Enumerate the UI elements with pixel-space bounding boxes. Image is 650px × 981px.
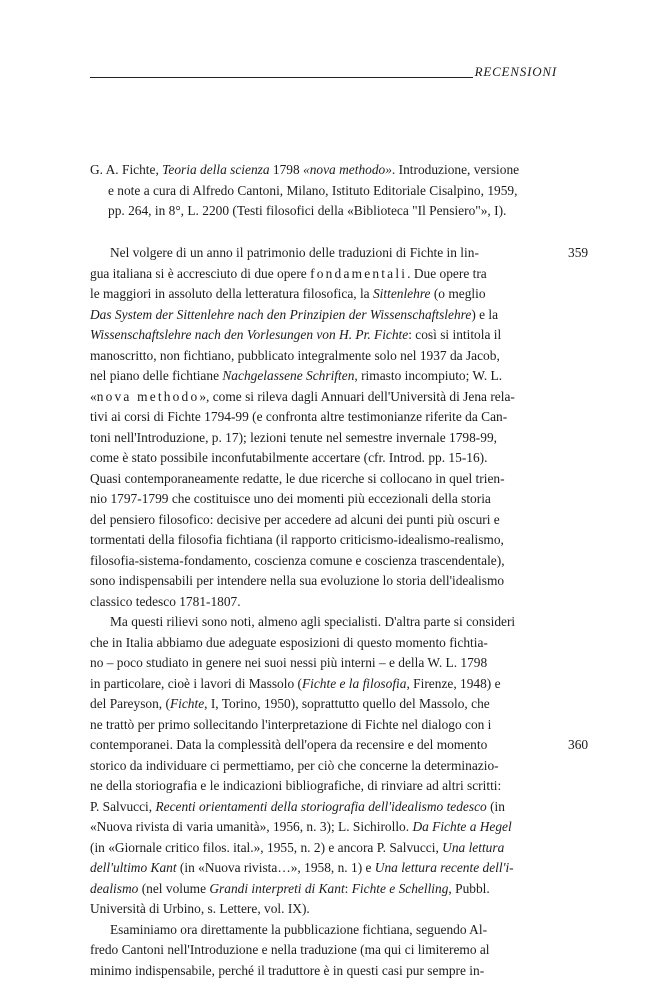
text-run: Esaminiamo ora direttamente la pubblicazione fichtiana, seguendo Al- <box>110 922 487 937</box>
text-line <box>90 469 557 490</box>
text-line <box>90 571 557 592</box>
text-run: filosofia-sistema-fondamento, coscienza comune e coscienza trascendentale), <box>90 553 505 568</box>
text-run: tivi ai corsi di Fichte 1794-99 (e confronta altre testimonianze riferite da Can- <box>90 409 507 424</box>
text-run: che in Italia abbiamo due adeguate esposizioni di questo momento fichtia- <box>90 635 488 650</box>
text-line <box>90 407 557 428</box>
text-run: «nova methodo» <box>303 162 392 177</box>
text-run: Nel volgere di un anno il patrimonio delle traduzioni di Fichte in lin- <box>110 245 479 260</box>
text-line <box>90 756 557 777</box>
text-run: Recenti orientamenti della storiografia dell'idealismo tedesco <box>155 799 486 814</box>
text-run: nova methodo <box>97 389 200 404</box>
text-line <box>90 674 557 695</box>
text-run: «Nuova rivista di varia umanità», 1956, n. 3); L. Sichirollo. <box>90 819 412 834</box>
citation-line <box>90 201 557 222</box>
text-run: nio 1797-1799 che costituisce uno dei momenti più eccezionali della storia <box>90 491 491 506</box>
text-line <box>90 592 557 613</box>
text-run: Fichte <box>170 696 204 711</box>
text-line <box>90 346 557 367</box>
text-line <box>90 510 557 531</box>
text-run: Teoria della scienza <box>162 162 269 177</box>
text-run: Una lettura <box>442 840 504 855</box>
text-run: fredo Cantoni nell'Introduzione e nella traduzione (ma qui ci limiteremo al <box>90 942 490 957</box>
text-run: , rimasto incompiuto; W. L. <box>354 368 502 383</box>
text-run: », come si rileva dagli Annuari dell'Università di Jena rela- <box>199 389 515 404</box>
text-line <box>90 838 557 859</box>
text-run: Nachgelassene Schriften <box>222 368 354 383</box>
margin-page-number: 359 <box>568 243 588 264</box>
text-line <box>90 940 557 961</box>
text-line <box>90 961 557 981</box>
text-run: Wissenschaftslehre nach den Vorlesungen von H. Pr. Fichte <box>90 327 408 342</box>
text-run: in particolare, cioè i lavori di Massolo ( <box>90 676 302 691</box>
review-body <box>90 243 557 981</box>
text-run: : <box>345 881 352 896</box>
text-line <box>90 243 557 264</box>
text-line <box>90 305 557 326</box>
text-line <box>90 325 557 346</box>
text-line <box>90 715 557 736</box>
section-title: RECENSIONI <box>475 64 557 80</box>
text-run: come è stato possibile inconfutabilmente accertare (cfr. Introd. pp. 15-16). <box>90 450 487 465</box>
text-line <box>90 428 557 449</box>
text-run: Das System der Sittenlehre nach den Prinzipien der Wissenschaftslehre <box>90 307 471 322</box>
text-run: ) e la <box>471 307 498 322</box>
text-run: Da Fichte a Hegel <box>412 819 511 834</box>
text-run: del Pareyson, ( <box>90 696 170 711</box>
text-run: sono indispensabili per intendere nella sua evoluzione lo storia dell'idealismo <box>90 573 504 588</box>
text-run: Fichte e Schelling <box>352 881 449 896</box>
text-line <box>90 776 557 797</box>
text-line <box>90 694 557 715</box>
text-line <box>90 264 557 285</box>
text-run: , I, Torino, 1950), soprattutto quello del Massolo, che <box>204 696 490 711</box>
text-run: pp. 264, in 8°, L. 2200 (Testi filosofici della «Biblioteca "Il Pensiero"», I). <box>108 203 506 218</box>
text-run: Grandi interpreti di Kant <box>209 881 344 896</box>
text-run: manoscritto, non fichtiano, pubblicato integralmente solo nel 1937 da Jacob, <box>90 348 500 363</box>
text-run: ne trattò per primo sollecitando l'interpretazione di Fichte nel dialogo con i <box>90 717 491 732</box>
text-run: G. A. Fichte, <box>90 162 162 177</box>
text-line <box>90 551 557 572</box>
text-run: fondamentali <box>310 266 407 281</box>
text-run: Fichte e la filosofia <box>302 676 407 691</box>
text-line <box>90 448 557 469</box>
text-line <box>90 797 557 818</box>
text-run: P. Salvucci, <box>90 799 155 814</box>
text-run: storico da individuare ci permettiamo, per ciò che concerne la determinazio- <box>90 758 499 773</box>
text-run: Quasi contemporaneamente redatte, le due ricerche si collocano in quel trien- <box>90 471 505 486</box>
text-line <box>90 489 557 510</box>
text-run: nel piano delle fichtiane <box>90 368 222 383</box>
header-rule <box>90 77 473 78</box>
text-run: (nel volume <box>138 881 209 896</box>
text-line <box>90 633 557 654</box>
citation-line <box>90 181 557 202</box>
margin-page-number: 360 <box>568 735 588 756</box>
bibliographic-citation <box>90 160 557 222</box>
text-run: minimo indispensabile, perché il traduttore è in questi casi pur sempre in- <box>90 963 484 978</box>
text-run: del pensiero filosofico: decisive per accedere ad alcuni dei punti più oscuri e <box>90 512 500 527</box>
text-run: (in «Giornale critico filos. ital.», 1955, n. 2) e ancora P. Salvucci, <box>90 840 442 855</box>
text-run: (o meglio <box>430 286 485 301</box>
text-run: dell'ultimo Kant <box>90 860 177 875</box>
text-run: 1798 <box>270 162 303 177</box>
text-run: . Due opere tra <box>407 266 487 281</box>
text-run: « <box>90 389 97 404</box>
text-line <box>90 735 557 756</box>
text-line <box>90 817 557 838</box>
text-run: gua italiana si è accresciuto di due opere <box>90 266 310 281</box>
text-run: (in <box>487 799 505 814</box>
text-run: tormentati della filosofia fichtiana (il rapporto criticismo-idealismo-realismo, <box>90 532 504 547</box>
text-run: ne della storiografia e le indicazioni bibliografiche, di rinviare ad altri scritti: <box>90 778 501 793</box>
text-run: le maggiori in assoluto della letteratura filosofica, la <box>90 286 373 301</box>
text-run: dealismo <box>90 881 138 896</box>
citation-line <box>90 160 557 181</box>
text-run: : così si intitola il <box>408 327 501 342</box>
text-line <box>90 653 557 674</box>
text-line <box>90 284 557 305</box>
text-run: (in «Nuova rivista…», 1958, n. 1) e <box>177 860 375 875</box>
text-run: Ma questi rilievi sono noti, almeno agli specialisti. D'altra parte si consideri <box>110 614 515 629</box>
text-run: e note a cura di Alfredo Cantoni, Milano, Istituto Editoriale Cisalpino, 1959, <box>108 183 517 198</box>
text-line <box>90 612 557 633</box>
text-line <box>90 858 557 879</box>
text-run: , Firenze, 1948) e <box>406 676 500 691</box>
text-run: Sittenlehre <box>373 286 431 301</box>
text-run: no – poco studiato in genere nei suoi nessi più interni – e della W. L. 1798 <box>90 655 487 670</box>
text-run: . Introduzione, versione <box>392 162 519 177</box>
running-header <box>90 62 557 82</box>
text-line <box>90 366 557 387</box>
text-run: Una lettura recente dell'i- <box>375 860 514 875</box>
text-run: classico tedesco 1781-1807. <box>90 594 241 609</box>
text-run: toni nell'Introduzione, p. 17); lezioni tenute nel semestre invernale 1798-99, <box>90 430 497 445</box>
text-run: Università di Urbino, s. Lettere, vol. IX). <box>90 901 310 916</box>
text-run: , Pubbl. <box>448 881 489 896</box>
text-run: contemporanei. Data la complessità dell'opera da recensire e del momento <box>90 737 487 752</box>
text-line <box>90 530 557 551</box>
text-line <box>90 879 557 900</box>
text-line <box>90 387 557 408</box>
text-line <box>90 899 557 920</box>
text-line <box>90 920 557 941</box>
